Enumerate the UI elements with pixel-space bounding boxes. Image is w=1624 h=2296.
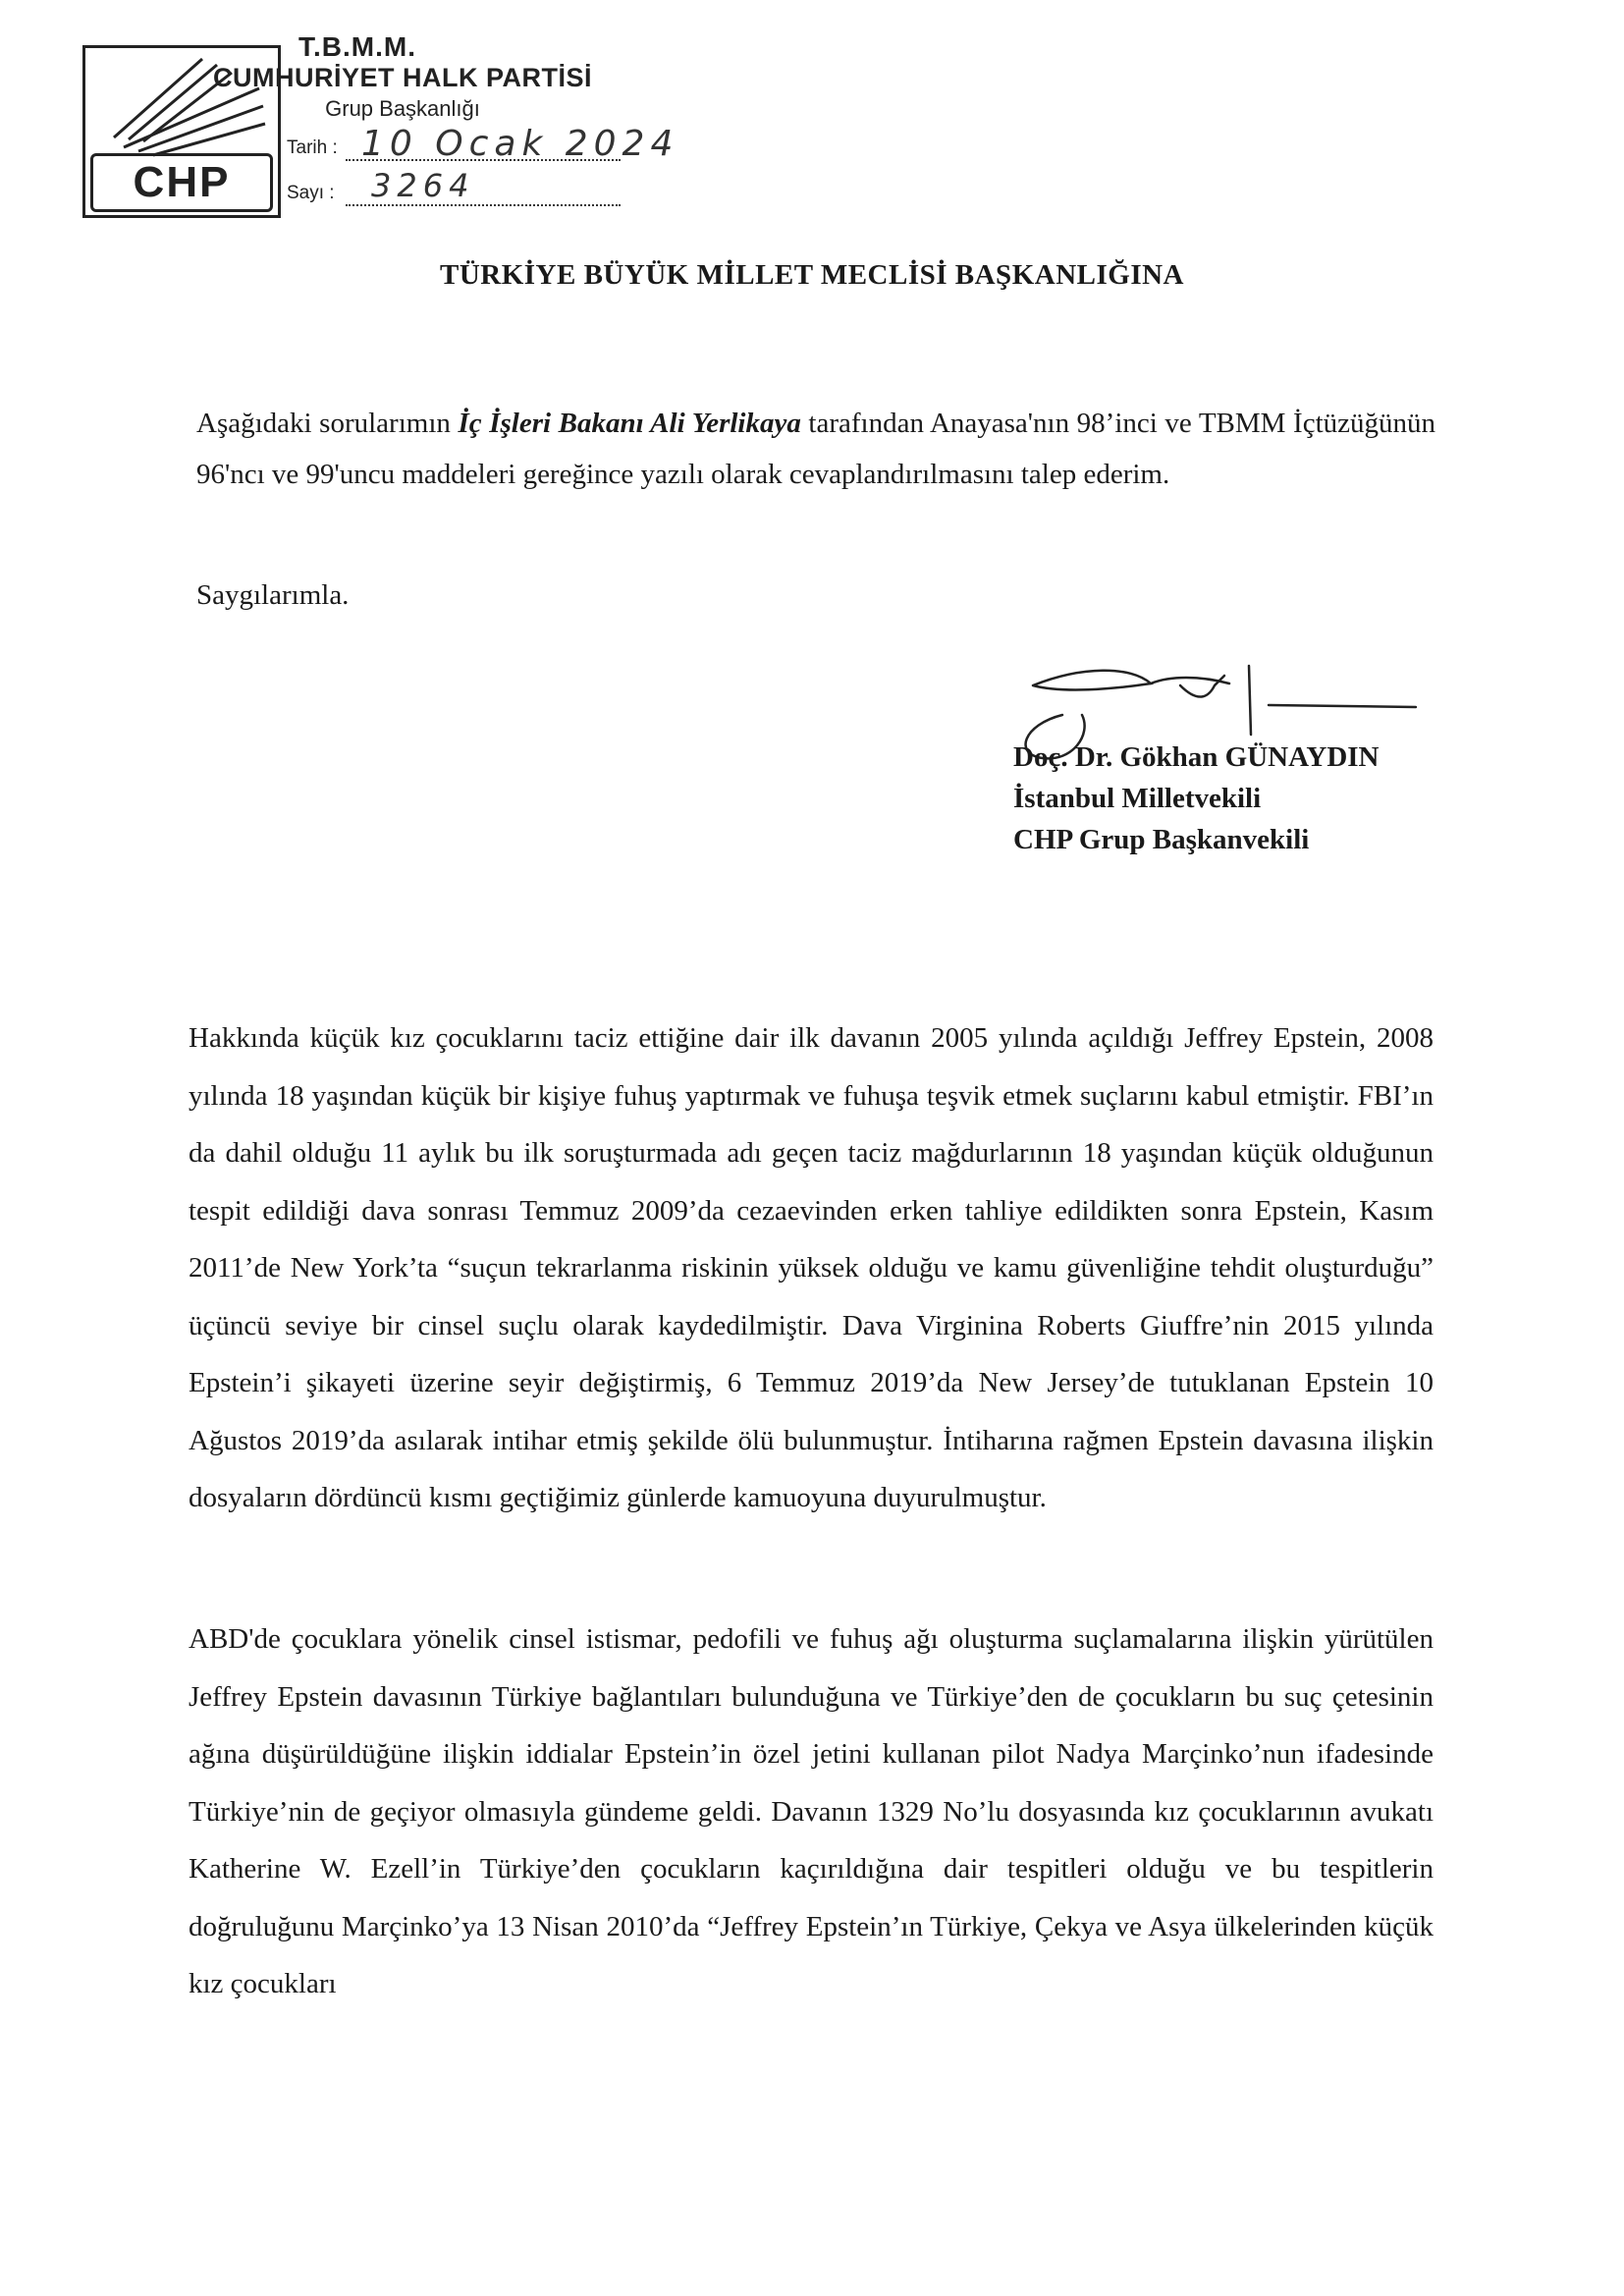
- stamp-number-dots: [346, 204, 621, 206]
- stamp-number-value: 3264: [371, 167, 475, 204]
- stamp-party-name: CUMHURİYET HALK PARTİSİ: [213, 63, 592, 92]
- letter-heading: TÜRKİYE BÜYÜK MİLLET MECLİSİ BAŞKANLIĞINA: [439, 259, 1184, 291]
- signatory-block: [1013, 737, 1524, 860]
- closing-text: Saygılarımla.: [196, 579, 350, 611]
- signatory-name: Doç. Dr. Gökhan GÜNAYDIN: [1013, 741, 1380, 773]
- body-paragraph-2: ABD'de çocuklara yönelik cinsel istismar, pedofili ve fuhuş ağı oluşturma suçlamalarına ilişkin yürütülen Jeffrey Epstein davasının Türkiye bağlantıları bulunduğuna ve Türkiye’den de çocukların bu suç çetesinin ağına düşürüldüğüne ilişkin iddialar Epstein’in özel jetini kullanan pilot Nadya Marçinko’nun ifadesinde Türkiye’nin de geçiyor olmasıyla gündeme geldi. Davanın 1329 No’lu dosyasında kız çocuklarının avukatı Katherine W. Ezell’in Türkiye’den çocukların kaçırıldığına dair tespitleri olduğu ve bu tespitlerin doğruluğunu Marçinko’ya 13 Nisan 2010’da “Jeffrey Epstein’ın Türkiye, Çekya ve Asya ülkelerinden küçük kız çocukları: [189, 1623, 1434, 1999]
- stamp-unit: Grup Başkanlığı: [325, 96, 480, 121]
- signatory-role-1: İstanbul Milletvekili: [1013, 783, 1262, 814]
- party-logo-text: CHP: [90, 153, 273, 212]
- intro-before: Aşağıdaki sorularımın: [196, 408, 459, 439]
- stamp-date-label: Tarih :: [287, 137, 338, 158]
- body-paragraph-1: Hakkında küçük kız çocuklarını taciz ettiğine dair ilk davanın 2005 yılında açıldığı Jeffrey Epstein, 2008 yılında 18 yaşından küçük bir kişiye fuhuş yaptırmak ve fuhuşa teşvik etmek suçlarını kabul etmiştir. FBI’ın da dahil olduğu 11 aylık bu ilk soruşturmada adı geçen taciz mağdurlarının 18 yaşından küçük olduğunun tespit edildiği dava sonrası Temmuz 2009’da cezaevinden erken tahliye edildikten sonra Epstein, Kasım 2011’de New York’ta “suçun tekrarlanma riskinin yüksek olduğu ve kamu güvenliğine tehdit oluşturduğu” üçüncü seviye bir cinsel suçlu olarak kaydedilmiştir. Dava Virginina Roberts Giuffre’nin 2015 yılında Epstein’i şikayeti üzerine seyir değiştirmiş, 6 Temmuz 2019’da New Jersey’de tutuklanan Epstein 10 Ağustos 2019’da asılarak intihar etmiş şekilde ölü bulunmuştur. İntiharına rağmen Epstein davasına ilişkin dosyaların dördüncü kısmı geçtiğimiz günlerde kamuoyuna duyurulmuştur.: [189, 1022, 1434, 1513]
- stamp-number-row: [287, 167, 475, 216]
- intro-after: tarafından Anayasa'nın 98’inci ve TBMM İçtüzüğünün 96'ncı ve 99'uncu maddeleri gereğince yazılı olarak cevaplandırılmasını talep ederim.: [196, 408, 1435, 490]
- stamp-org: T.B.M.M.: [298, 31, 416, 62]
- intro-paragraph: [196, 398, 1435, 500]
- stamp-date-row: [287, 124, 679, 171]
- intro-minister: İç İşleri Bakanı Ali Yerlikaya: [458, 408, 801, 439]
- registry-stamp: [77, 27, 679, 206]
- stamp-number-label: Sayı :: [287, 183, 335, 203]
- signatory-role-2: CHP Grup Başkanvekili: [1013, 824, 1310, 855]
- stamp-date-value: 10 Ocak 2024: [361, 124, 679, 164]
